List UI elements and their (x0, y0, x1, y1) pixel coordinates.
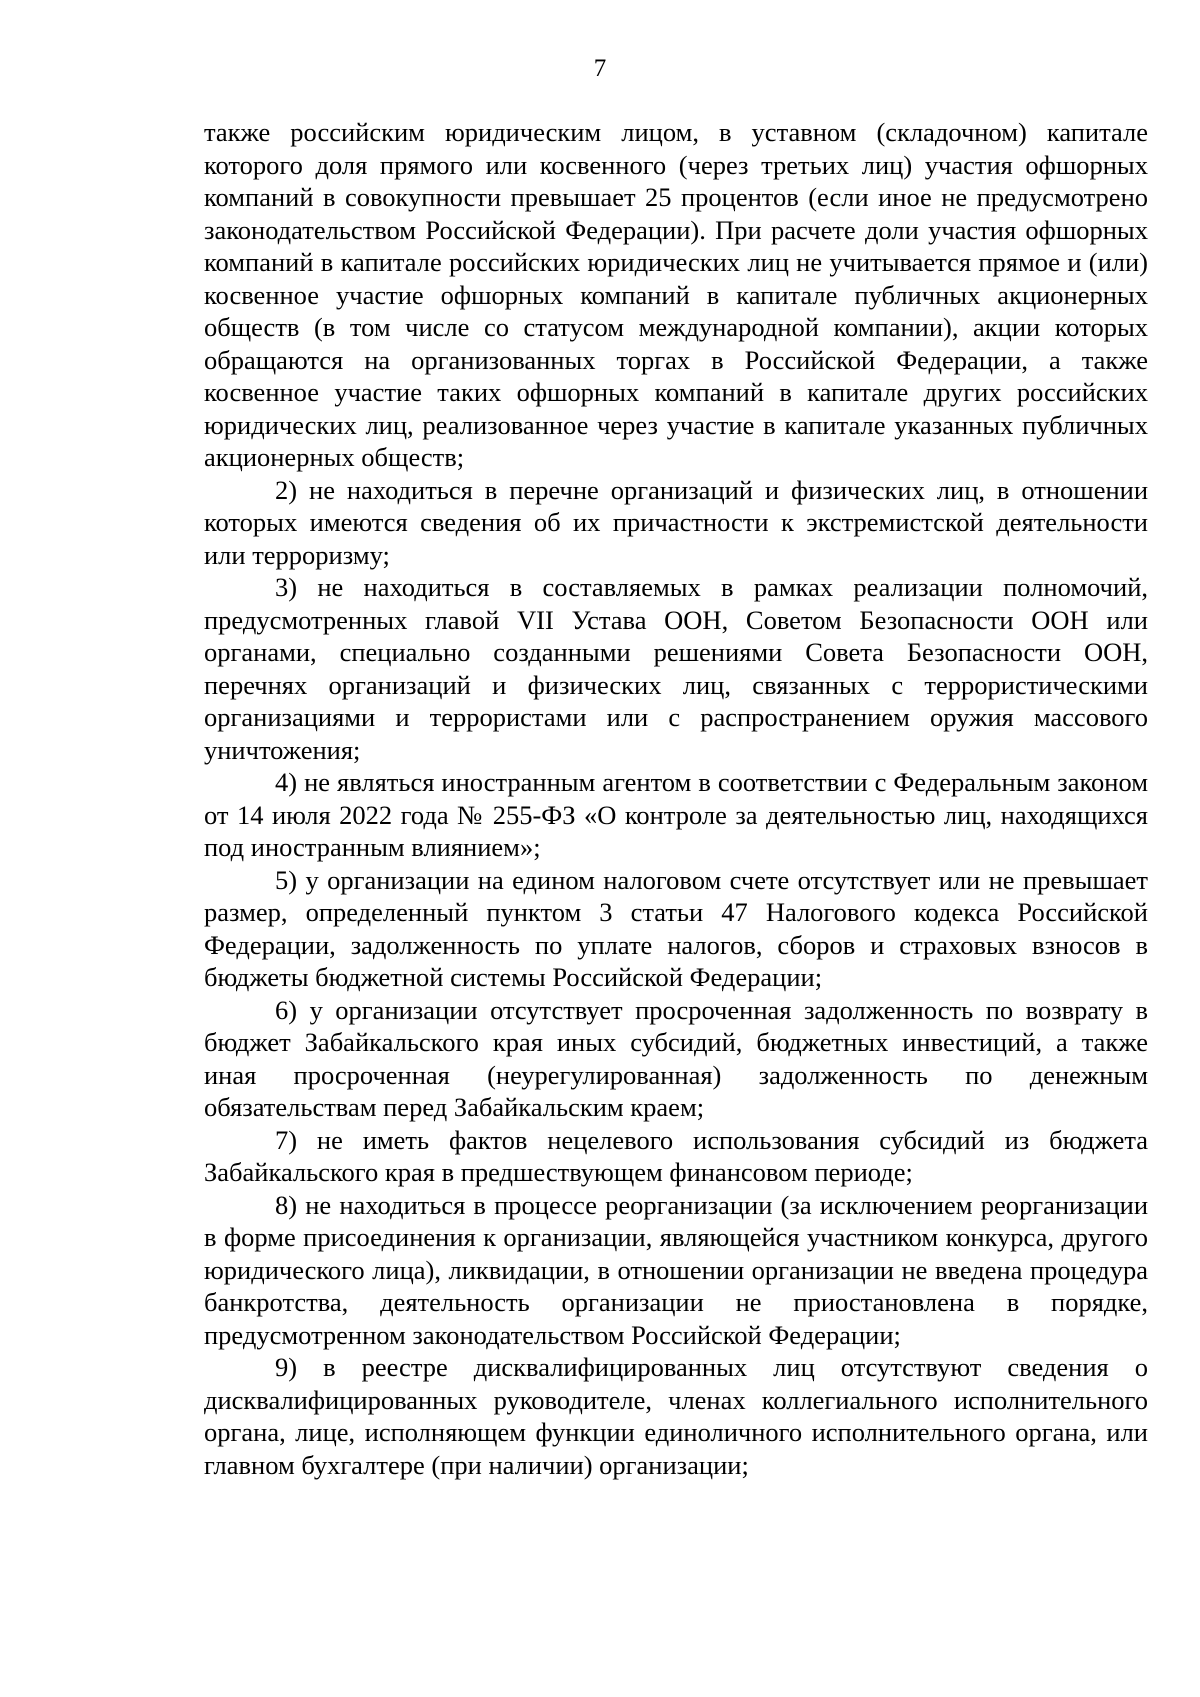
paragraph-item-9: 9) в реестре дисквалифицированных лиц отсутствуют сведения о дисквалифицированных руководителе, членах коллегиального исполнительного органа, лице, исполняющем функции единоличного исполнительного органа, или главном бухгалтере (при наличии) организации; (204, 1352, 1148, 1480)
page-number: 7 (593, 55, 607, 82)
paragraph-item-3: 3) не находиться в составляемых в рамках реализации полномочий, предусмотренных главой VII Устава ООН, Советом Безопасности ООН или органами, специально созданными решениями Совета Безопасности ООН, перечнях организаций и физических лиц, связанных с террористическими организациями и террористами или с распространением оружия массового уничтожения; (204, 572, 1148, 765)
paragraph-item-7: 7) не иметь фактов нецелевого использования субсидий из бюджета Забайкальского края в предшествующем финансовом периоде; (204, 1124, 1148, 1187)
paragraph-item-2: 2) не находиться в перечне организаций и физических лиц, в отношении которых имеются сведения об их причастности к экстремистской деятельности или терроризму; (204, 474, 1148, 570)
paragraph-item-5: 5) у организации на едином налоговом счете отсутствует или не превышает размер, определенный пунктом 3 статьи 47 Налогового кодекса Российской Федерации, задолженность по уплате налогов, сборов и страховых взносов в бюджеты бюджетной системы Российской Федерации; (204, 864, 1148, 992)
paragraph-item-8: 8) не находиться в процессе реорганизации (за исключением реорганизации в форме присоединения к организации, являющейся участником конкурса, другого юридического лица), ликвидации, в отношении организации не введена процедура банкротства, деятельность организации не приостановлена в порядке, предусмотренном законодательством Российской Федерации; (204, 1189, 1148, 1350)
paragraph-item-4: 4) не являться иностранным агентом в соответствии с Федеральным законом от 14 июля 2022 года № 255-ФЗ «О контроле за деятельностью лиц, находящихся под иностранным влиянием»; (204, 767, 1148, 862)
document-body (204, 116, 1148, 1481)
paragraph-continuation: также российским юридическим лицом, в уставном (складочном) капитале которого доля прямого или косвенного (через третьих лиц) участия офшорных компаний в совокупности превышает 25 процентов (если иное не предусмотрено законодательством Российской Федерации). При расчете доли участия офшорных компаний в капитале российских юридических лиц не учитывается прямое и (или) косвенное участие офшорных компаний в капитале публичных акционерных обществ (в том числе со статусом международной компании), акции которых обращаются на организованных торгах в Российской Федерации, а также косвенное участие таких офшорных компаний в капитале других российских юридических лиц, реализованное через участие в капитале указанных публичных акционерных обществ; (204, 117, 1148, 472)
paragraph-item-6: 6) у организации отсутствует просроченная задолженность по возврату в бюджет Забайкальского края иных субсидий, бюджетных инвестиций, а также иная просроченная (неурегулированная) задолженность по денежным обязательствам перед Забайкальским краем; (204, 994, 1148, 1122)
